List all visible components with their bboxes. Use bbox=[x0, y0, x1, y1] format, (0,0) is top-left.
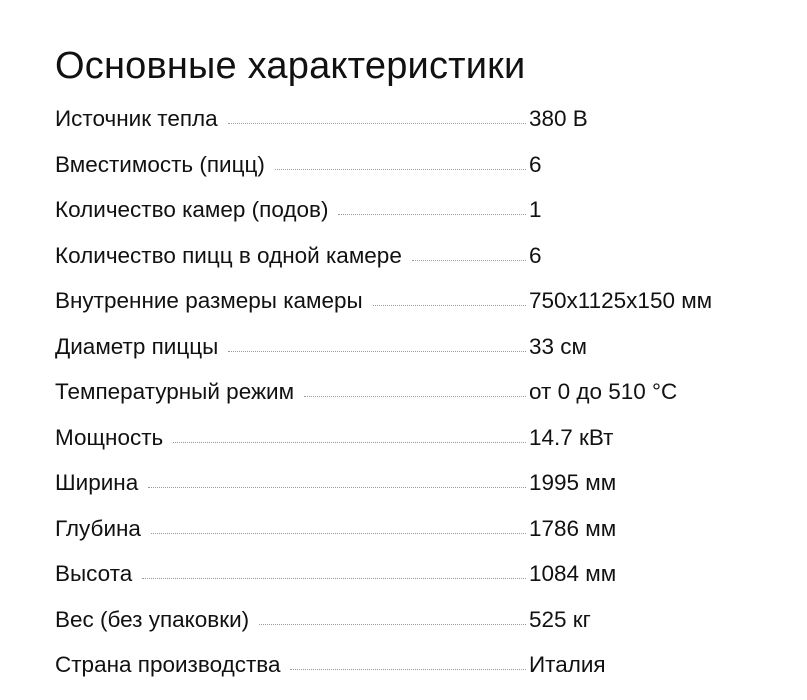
spec-label: Ширина bbox=[55, 470, 139, 495]
spec-label: Высота bbox=[55, 561, 133, 586]
spec-row bbox=[55, 286, 755, 332]
specs-list bbox=[55, 104, 755, 696]
dotted-leader bbox=[290, 668, 526, 670]
dotted-leader bbox=[228, 350, 526, 352]
spec-row bbox=[55, 241, 755, 287]
spec-label: Страна производства bbox=[55, 652, 281, 677]
spec-row bbox=[55, 195, 755, 241]
dotted-leader bbox=[228, 122, 526, 124]
dotted-leader bbox=[373, 304, 526, 306]
spec-label: Вместимость (пицц) bbox=[55, 151, 265, 177]
spec-label: Источник тепла bbox=[55, 106, 218, 131]
section-title: Основные характеристики bbox=[55, 45, 526, 87]
spec-label: Диаметр пиццы bbox=[55, 333, 219, 359]
spec-value: 1 bbox=[529, 197, 542, 222]
spec-row bbox=[55, 423, 755, 469]
dotted-leader bbox=[259, 623, 526, 625]
spec-value: от 0 до 510 °С bbox=[529, 379, 678, 404]
spec-label: Внутренние размеры камеры bbox=[55, 288, 363, 313]
dotted-leader bbox=[338, 213, 526, 215]
spec-label: Вес (без упаковки) bbox=[55, 606, 250, 632]
spec-label: Мощность bbox=[55, 424, 164, 450]
spec-row bbox=[55, 332, 755, 378]
spec-value: 750x1125x150 мм bbox=[529, 288, 713, 313]
dotted-leader bbox=[412, 259, 526, 261]
spec-value: 380 В bbox=[529, 106, 588, 131]
dotted-leader bbox=[275, 168, 526, 170]
spec-row bbox=[55, 514, 755, 560]
spec-value: 33 см bbox=[529, 333, 587, 359]
spec-value: 1995 мм bbox=[529, 470, 617, 495]
spec-row bbox=[55, 650, 755, 696]
dotted-leader bbox=[148, 486, 526, 488]
spec-value: 1084 мм bbox=[529, 561, 617, 586]
spec-value: 525 кг bbox=[529, 606, 591, 632]
dotted-leader bbox=[173, 441, 526, 443]
specs-section bbox=[55, 40, 755, 696]
spec-value: 1786 мм bbox=[529, 515, 617, 541]
spec-value: 6 bbox=[529, 242, 542, 268]
spec-row bbox=[55, 150, 755, 196]
spec-value: 14.7 кВт bbox=[529, 424, 614, 450]
spec-row bbox=[55, 468, 755, 514]
dotted-leader bbox=[151, 532, 526, 534]
spec-value: 6 bbox=[529, 151, 542, 177]
spec-row bbox=[55, 559, 755, 605]
spec-value: Италия bbox=[529, 652, 606, 677]
dotted-leader bbox=[304, 395, 526, 397]
dotted-leader bbox=[142, 577, 526, 579]
spec-label: Температурный режим bbox=[55, 379, 295, 404]
spec-label: Глубина bbox=[55, 515, 141, 541]
spec-row bbox=[55, 377, 755, 423]
spec-label: Количество пицц в одной камере bbox=[55, 242, 402, 268]
spec-label: Количество камер (подов) bbox=[55, 197, 329, 222]
spec-row bbox=[55, 605, 755, 651]
spec-row bbox=[55, 104, 755, 150]
